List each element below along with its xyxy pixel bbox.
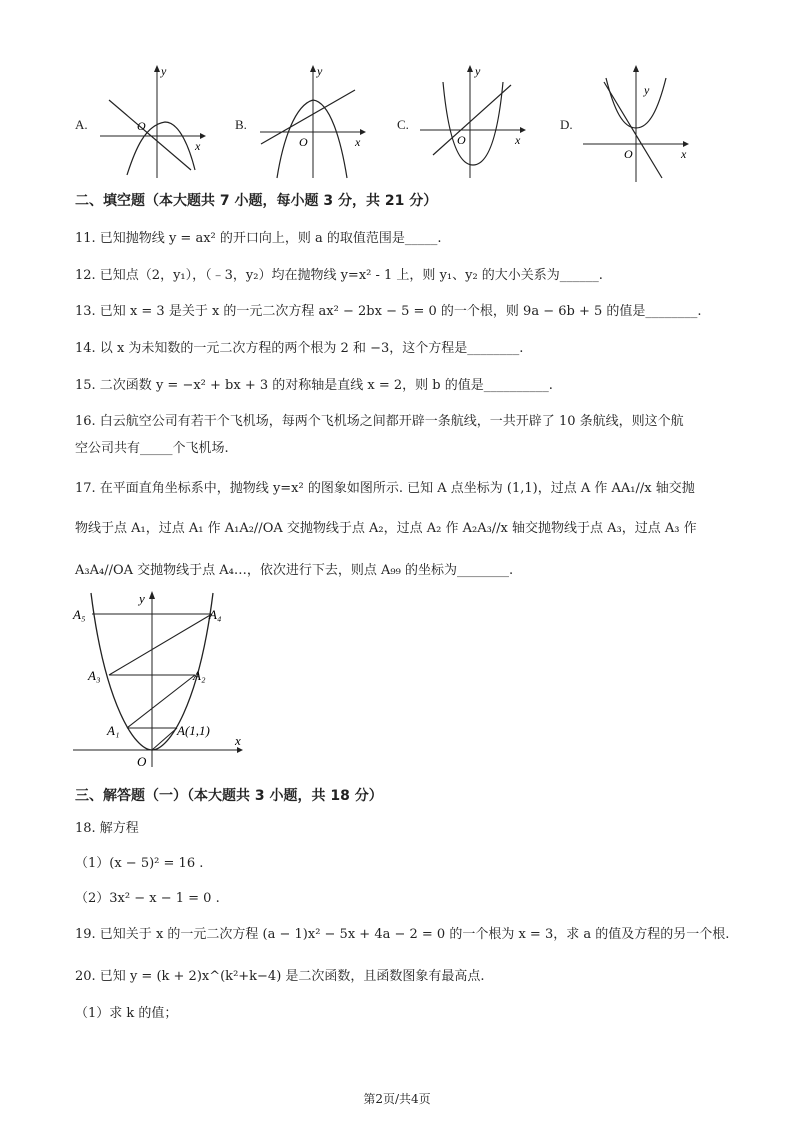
question-15: 15. 二次函数 y = −x² + bx + 3 的对称轴是直线 x = 2，则 b 的值是__________. [75,378,553,393]
svg-text:A₃: A₃ [88,668,101,683]
option-b-graph [255,60,370,180]
question-14: 14. 以 x 为未知数的一元二次方程的两个根为 2 和 −3，这个方程是________. [75,341,524,356]
question-17-line-3: A₃A₄//OA 交抛物线于点 A₄…，依次进行下去，则点 A₉₉ 的坐标为________. [75,563,514,578]
svg-text:y: y [644,83,650,97]
question-19: 19. 已知关于 x 的一元二次方程 (a − 1)x² − 5x + 4a − 2 = 0 的一个根为 x = 3，求 a 的值及方程的另一个根. [75,927,730,942]
option-a-label: A. [75,117,88,132]
svg-text:x: x [235,733,241,748]
question-18: 18. 解方程 [75,821,139,836]
question-16-line-1: 16. 白云航空公司有若干个飞机场，每两个飞机场之间都开辟一条航线，一共开辟了 10 条航线，则这个航 [75,414,684,429]
svg-text:x: x [195,139,201,153]
question-18-part-2: （2）3x² − x − 1 = 0 . [75,891,220,906]
question-18-part-1: （1）(x − 5)² = 16 . [75,856,204,871]
question-12: 12. 已知点（2，y₁），（﹣3，y₂）均在抛物线 y=x² - 1 上，则 y₁、y₂ 的大小关系为______. [75,268,603,283]
svg-text:y: y [139,591,145,606]
svg-text:O: O [299,135,308,149]
option-c-label: C. [397,117,409,132]
option-c-graph [415,60,530,180]
question-17-figure [65,585,255,775]
option-d-graph [578,60,698,185]
svg-text:y: y [317,64,323,78]
svg-text:A(1,1): A(1,1) [177,723,210,738]
svg-text:x: x [681,147,687,161]
page-number: 第2页/共4页 [363,1092,431,1106]
option-d-label: D. [560,117,573,132]
svg-text:O: O [137,754,147,769]
section-3-heading: 三、解答题（一）（本大题共 3 小题，共 18 分） [75,788,383,804]
question-16-line-2: 空公司共有_____个飞机场. [75,441,229,456]
question-13: 13. 已知 x = 3 是关于 x 的一元二次方程 ax² − 2bx − 5 = 0 的一个根，则 9a − 6b + 5 的值是________. [75,304,702,319]
svg-text:y: y [475,64,481,78]
svg-text:O: O [624,147,633,161]
question-20: 20. 已知 y = (k + 2)x^(k²+k−4) 是二次函数，且函数图象有最高点. [75,969,485,984]
option-a-graph [95,60,210,180]
svg-text:y: y [161,64,167,78]
question-17-line-1: 17. 在平面直角坐标系中，抛物线 y=x² 的图象如图所示. 已知 A 点坐标为 (1,1)，过点 A 作 AA₁//x 轴交抛 [75,481,695,496]
svg-text:A₁: A₁ [107,723,120,738]
svg-text:A₄: A₄ [209,607,222,622]
svg-text:x: x [355,135,361,149]
svg-text:x: x [515,133,521,147]
question-11: 11. 已知抛物线 y = ax² 的开口向上，则 a 的取值范围是_____. [75,231,442,246]
section-2-heading: 二、填空题（本大题共 7 小题，每小题 3 分，共 21 分） [75,193,438,209]
option-b-label: B. [235,117,247,132]
svg-text:O: O [137,119,146,133]
question-20-part-1: （1）求 k 的值； [75,1006,178,1021]
question-17-line-2: 物线于点 A₁，过点 A₁ 作 A₁A₂//OA 交抛物线于点 A₂，过点 A₂ 作 A₂A₃//x 轴交抛物线于点 A₃，过点 A₃ 作 [75,521,697,536]
svg-text:A₂: A₂ [193,668,206,683]
svg-text:A₅: A₅ [73,607,86,622]
svg-text:O: O [457,133,466,147]
